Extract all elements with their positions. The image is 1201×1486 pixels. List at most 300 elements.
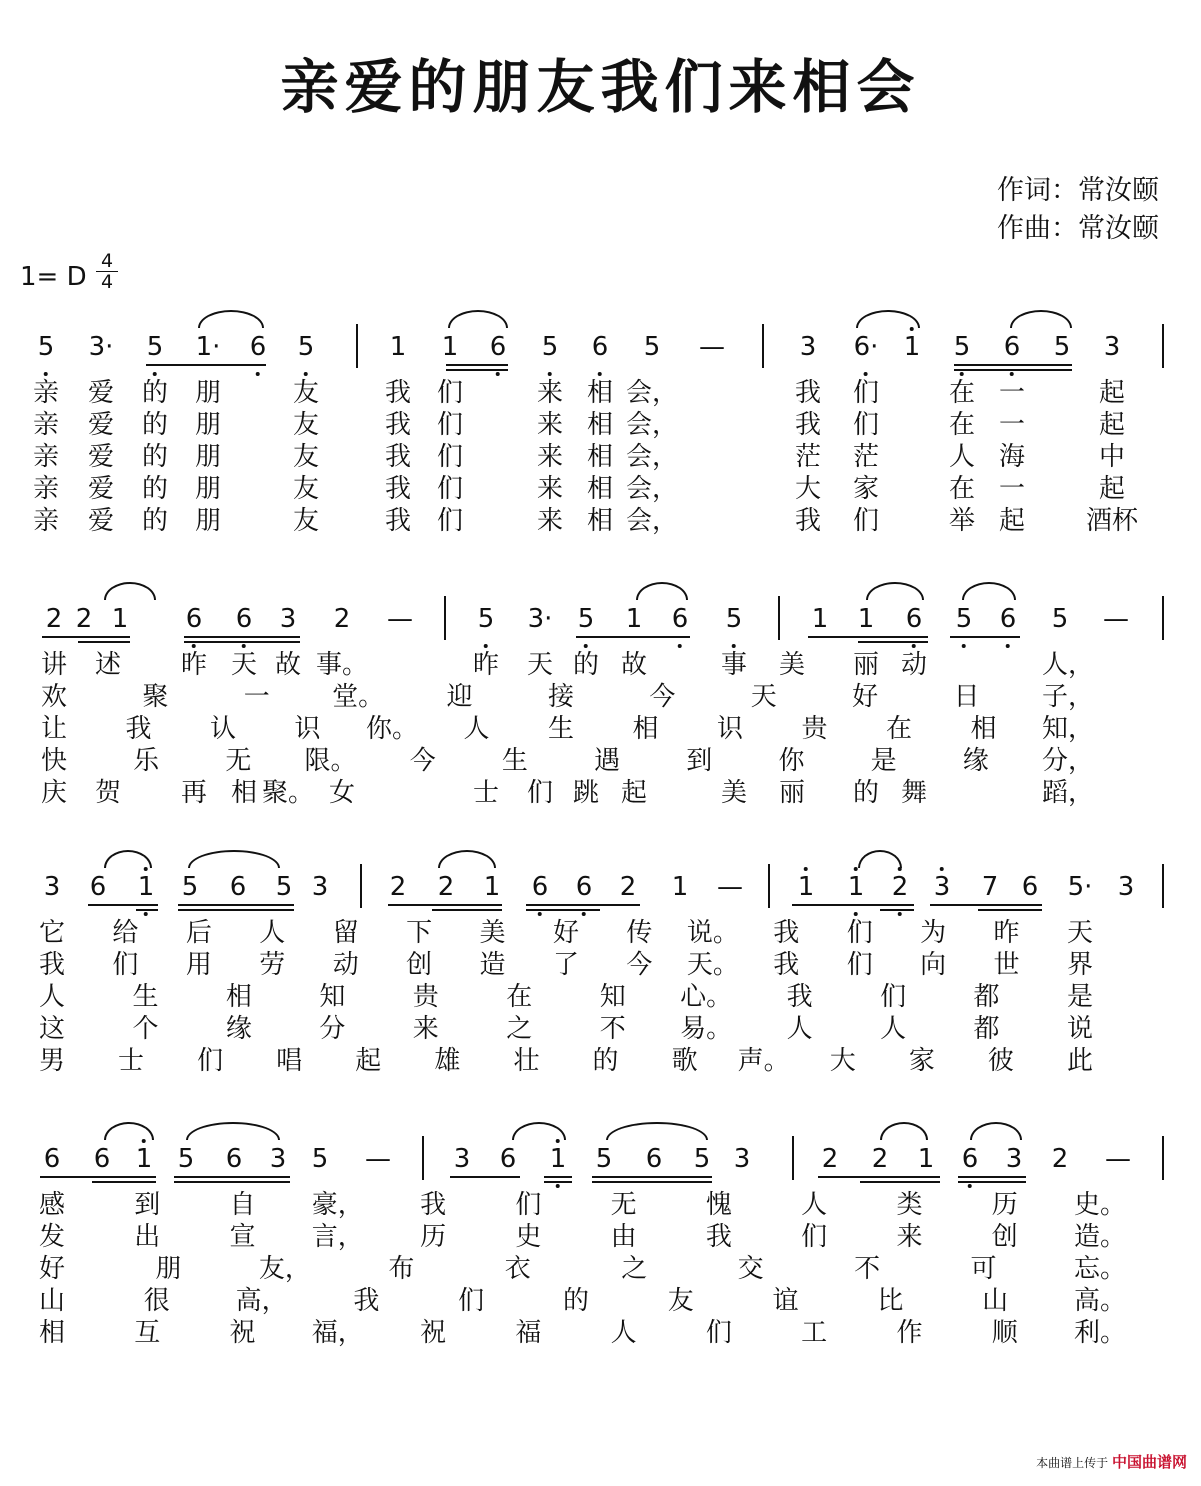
- lyric-syllable: 贺: [94, 778, 122, 808]
- lyric-syllable: 们: [852, 506, 880, 536]
- lyric-syllable: 不: [599, 1014, 626, 1044]
- lyric-syllable: 们: [436, 474, 464, 504]
- lyric-syllable: 今: [649, 682, 676, 712]
- beam-line: [954, 364, 1072, 366]
- lyric-syllable: 相: [586, 410, 614, 440]
- lyric-syllable: 朋: [194, 474, 222, 504]
- note: 5: [38, 332, 55, 362]
- slur: [448, 310, 508, 328]
- lyric-syllable: 的: [141, 410, 169, 440]
- lyric-syllable: 我: [794, 410, 822, 440]
- note: 5: [643, 332, 661, 362]
- lyric-syllable: 友: [292, 378, 320, 408]
- note: 5·: [1067, 872, 1093, 902]
- lyric-syllable: 天: [230, 650, 258, 680]
- bar-line: [762, 324, 764, 368]
- note: 6: [225, 1144, 243, 1174]
- lyric-syllable: 跳: [572, 778, 600, 808]
- lyric-syllable: 人: [463, 714, 490, 744]
- beam-line: [184, 636, 300, 638]
- lyric-syllable: 工: [801, 1318, 828, 1348]
- lyric-syllable: 今: [626, 950, 653, 980]
- octave-down-dot: [962, 644, 966, 648]
- beam-line: [592, 1176, 712, 1178]
- octave-down-dot: [582, 912, 586, 916]
- note: 1: [798, 872, 815, 902]
- note: 3·: [527, 604, 553, 634]
- note: 2: [389, 872, 407, 902]
- note: 5: [275, 872, 293, 902]
- note: 2: [619, 872, 637, 902]
- lyric-syllable: 相: [970, 714, 997, 744]
- lyric-syllable: 利。: [1073, 1318, 1127, 1348]
- lyric-verse-5: [0, 506, 1201, 538]
- beam-line-double: [446, 369, 508, 371]
- lyric-syllable: 举: [948, 506, 976, 536]
- lyric-syllable: 生: [132, 982, 159, 1012]
- lyric-syllable: 昨: [180, 650, 208, 680]
- lyric-syllable: 来: [536, 410, 564, 440]
- slur: [880, 1122, 928, 1140]
- lyric-syllable: 会，: [625, 410, 679, 440]
- note: 6: [490, 332, 507, 362]
- octave-up-dot: [940, 867, 944, 871]
- lyric-syllable: 们: [436, 442, 464, 472]
- lyric-syllable: 朋: [155, 1254, 182, 1284]
- note: 3·: [88, 332, 114, 362]
- lyric-syllable: 蹈，: [1041, 778, 1095, 808]
- lyric-syllable: 唱: [276, 1046, 303, 1076]
- lyric-syllable: 都: [973, 1014, 1000, 1044]
- lyric-syllable: 它: [38, 918, 66, 948]
- note: 5: [1051, 604, 1069, 634]
- slur: [866, 582, 924, 600]
- lyric-syllable: 相: [586, 474, 614, 504]
- note: 6: [186, 604, 203, 634]
- beam-line-double: [880, 909, 914, 911]
- lyric-syllable: 忘。: [1073, 1254, 1127, 1284]
- lyric-syllable: 朋: [194, 442, 222, 472]
- lyric-syllable: 言，: [311, 1222, 364, 1252]
- lyric-syllable: 一: [998, 378, 1026, 408]
- lyric-syllable: 我: [353, 1286, 380, 1316]
- staff-system: [0, 1130, 1201, 1350]
- lyric-syllable: 会，: [625, 378, 679, 408]
- lyric-syllable: 聚。: [261, 778, 315, 808]
- lyric-syllable: 起: [1098, 410, 1126, 440]
- lyric-syllable: 好: [852, 682, 879, 712]
- lyric-syllable: 们: [515, 1190, 542, 1220]
- beam-line-double: [136, 909, 158, 911]
- lyric-syllable: 到: [686, 746, 713, 776]
- lyric-syllable: 是: [1066, 982, 1094, 1012]
- lyric-syllable: 美: [720, 778, 748, 808]
- octave-down-dot: [144, 912, 148, 916]
- lyric-syllable: 福，: [311, 1318, 364, 1348]
- lyric-syllable: 亲: [32, 506, 60, 536]
- lyric-syllable: 再: [180, 778, 208, 808]
- note: 7: [981, 872, 999, 902]
- note: 1: [138, 872, 155, 902]
- note: 3: [1117, 872, 1135, 902]
- note: 1: [904, 332, 921, 362]
- lyric-syllable: 知，: [1041, 714, 1095, 744]
- lyric-syllable: 认: [209, 714, 237, 744]
- lyric-syllable: 亲: [32, 474, 60, 504]
- note: 5: [181, 872, 199, 902]
- lyric-syllable: 们: [436, 410, 464, 440]
- lyric-syllable: 朋: [194, 410, 222, 440]
- lyric-syllable: 之: [621, 1254, 648, 1284]
- lyric-syllable: 来: [896, 1222, 923, 1252]
- lyric-syllable: 海: [998, 442, 1026, 472]
- beam-line-double: [184, 641, 300, 643]
- lyric-syllable: 生: [547, 714, 575, 744]
- time-signature: [96, 252, 118, 291]
- note: 1: [550, 1144, 567, 1174]
- lyric-syllable: 后: [185, 918, 212, 948]
- lyric-syllable: 会，: [625, 442, 679, 472]
- lyric-syllable: 之: [506, 1014, 533, 1044]
- lyric-syllable: 爱: [87, 474, 115, 504]
- lyric-syllable: 的: [141, 474, 169, 504]
- octave-down-dot: [556, 1184, 560, 1188]
- lyric-syllable: 故: [274, 650, 302, 680]
- lyric-syllable: 欢: [40, 682, 68, 712]
- lyric-syllable: 这: [38, 1014, 66, 1044]
- note: 1: [917, 1144, 935, 1174]
- lyric-syllable: 遇: [594, 746, 621, 776]
- lyric-syllable: 山: [38, 1286, 66, 1316]
- bar-line: [1162, 324, 1164, 368]
- lyric-syllable: 茫: [794, 442, 822, 472]
- lyric-syllable: 述: [94, 650, 122, 680]
- note: 2: [45, 604, 63, 634]
- lyric-syllable: 比: [877, 1286, 904, 1316]
- lyric-verse-1: [0, 1190, 1201, 1222]
- lyric-syllable: 下: [406, 918, 433, 948]
- lyric-syllable: 声。: [737, 1046, 790, 1076]
- beam-line-double: [860, 1181, 940, 1183]
- notation-row: [0, 1130, 1201, 1190]
- note: 2: [437, 872, 455, 902]
- lyric-syllable: 我: [794, 378, 822, 408]
- lyric-syllable: 歌: [671, 1046, 698, 1076]
- lyric-syllable: 乐: [133, 746, 160, 776]
- lyric-syllable: 了: [552, 950, 580, 980]
- beam-line: [576, 636, 690, 638]
- key-label: 1= D: [20, 262, 87, 292]
- beam-line: [930, 904, 1042, 906]
- lyric-syllable: 爱: [87, 506, 115, 536]
- lyric-syllable: 缘: [225, 1014, 252, 1044]
- lyric-syllable: 昨: [472, 650, 500, 680]
- beam-line-double: [92, 1181, 156, 1183]
- note: 6: [1004, 332, 1021, 362]
- note: 6: [532, 872, 549, 902]
- lyric-syllable: 相: [225, 982, 252, 1012]
- beam-line: [450, 1176, 520, 1178]
- note: 5: [578, 604, 595, 634]
- note: 5: [956, 604, 973, 634]
- composer: 作曲：常汝颐: [997, 213, 1159, 244]
- lyric-syllable: 用: [185, 950, 212, 980]
- lyric-syllable: 天: [526, 650, 554, 680]
- lyric-syllable: 个: [132, 1014, 159, 1044]
- beam-line: [174, 1176, 290, 1178]
- lyric-syllable: 祝: [229, 1318, 256, 1348]
- lyric-syllable: 天。: [686, 950, 739, 980]
- lyric-syllable: 天: [750, 682, 777, 712]
- beam-line: [88, 904, 158, 906]
- lyric-syllable: 在: [948, 474, 976, 504]
- note: 3: [1103, 332, 1121, 362]
- lyric-syllable: 贵: [801, 714, 828, 744]
- lyric-syllable: 友: [292, 442, 320, 472]
- slur: [188, 850, 280, 868]
- lyric-syllable: 人: [948, 442, 976, 472]
- lyric-syllable: 亲: [32, 378, 60, 408]
- lyric-syllable: 会，: [625, 474, 679, 504]
- lyric-syllable: 们: [880, 982, 907, 1012]
- lyric-syllable: 无: [610, 1190, 637, 1220]
- credits: [997, 172, 1159, 248]
- lyric-syllable: 自: [229, 1190, 256, 1220]
- beam-line: [792, 904, 914, 906]
- lyric-syllable: 世: [993, 950, 1020, 980]
- lyric-syllable: 史。: [1073, 1190, 1127, 1220]
- lyric-syllable: 高。: [1073, 1286, 1127, 1316]
- staff-system: [0, 858, 1201, 1078]
- lyric-syllable: 识: [294, 714, 321, 744]
- lyric-syllable: 在: [948, 378, 976, 408]
- lyric-syllable: 你: [778, 746, 805, 776]
- lyric-syllable: 好: [38, 1254, 66, 1284]
- sustain-dash: —: [387, 604, 413, 634]
- lyric-syllable: 福: [515, 1318, 542, 1348]
- note: 6: [672, 604, 689, 634]
- octave-down-dot: [548, 372, 552, 376]
- lyric-syllable: 在: [506, 982, 533, 1012]
- lyric-syllable: 友: [292, 474, 320, 504]
- lyric-syllable: 家: [852, 474, 880, 504]
- lyric-syllable: 雄: [434, 1046, 461, 1076]
- lyric-syllable: 快: [40, 746, 68, 776]
- lyric-syllable: 起: [1098, 378, 1126, 408]
- lyric-syllable: 创: [406, 950, 433, 980]
- lyric-syllable: 爱: [87, 442, 115, 472]
- note: 5: [147, 332, 164, 362]
- lyric-verse-3: [0, 982, 1201, 1014]
- octave-down-dot: [732, 644, 736, 648]
- slur: [186, 1122, 280, 1140]
- lyric-syllable: 的: [562, 1286, 590, 1316]
- bar-line: [768, 864, 770, 908]
- lyric-syllable: 士: [118, 1046, 145, 1076]
- lyric-syllable: 家: [908, 1046, 935, 1076]
- beam-line-double: [432, 909, 502, 911]
- lyric-syllable: 相: [586, 378, 614, 408]
- note: 1: [811, 604, 829, 634]
- note: 6: [250, 332, 267, 362]
- sustain-dash: —: [699, 332, 725, 362]
- lyric-syllable: 我: [794, 506, 822, 536]
- lyric-syllable: 的: [852, 778, 880, 808]
- lyric-syllable: 我: [384, 378, 412, 408]
- lyric-verse-2: [0, 950, 1201, 982]
- lyric-syllable: 类: [896, 1190, 923, 1220]
- beam-line-double: [858, 641, 928, 643]
- lyric-syllable: 的: [141, 378, 169, 408]
- note: 2: [1051, 1144, 1069, 1174]
- lyric-verse-5: [0, 1318, 1201, 1350]
- lyric-syllable: 起: [355, 1046, 382, 1076]
- lyric-syllable: 我: [420, 1190, 447, 1220]
- octave-down-dot: [912, 644, 916, 648]
- lyric-syllable: 造。: [1073, 1222, 1127, 1252]
- bar-line: [1162, 864, 1164, 908]
- lyric-syllable: 我: [773, 918, 800, 948]
- beam-line-double: [526, 909, 600, 911]
- octave-down-dot: [1006, 644, 1010, 648]
- footer: [1036, 1451, 1187, 1472]
- note: 6: [93, 1144, 111, 1174]
- note: 2: [821, 1144, 839, 1174]
- octave-down-dot: [44, 372, 48, 376]
- notation-row: [0, 318, 1201, 378]
- lyric-syllable: 为: [920, 918, 947, 948]
- lyric-syllable: 事。: [315, 650, 369, 680]
- note: 6: [576, 872, 593, 902]
- lyric-syllable: 接: [547, 682, 575, 712]
- note: 3: [279, 604, 297, 634]
- beam-line: [958, 1176, 1026, 1178]
- lyric-syllable: 我: [125, 714, 152, 744]
- lyric-syllable: 故: [620, 650, 648, 680]
- lyric-syllable: 高，: [235, 1286, 288, 1316]
- lyric-syllable: 留: [332, 918, 359, 948]
- lyric-syllable: 起: [998, 506, 1026, 536]
- lyric-syllable: 朋: [194, 506, 222, 536]
- lyric-verse-3: [0, 1254, 1201, 1286]
- lyric-syllable: 美: [479, 918, 506, 948]
- lyric-syllable: 女: [328, 778, 356, 808]
- lyric-syllable: 们: [436, 506, 464, 536]
- note: 6: [229, 872, 247, 902]
- lyric-verse-3: [0, 442, 1201, 474]
- lyric-syllable: 今: [409, 746, 436, 776]
- lyric-syllable: 起: [620, 778, 648, 808]
- note: 1: [848, 872, 865, 902]
- lyric-syllable: 们: [801, 1222, 828, 1252]
- lyric-syllable: 易。: [680, 1014, 733, 1044]
- site-logo: 中国曲谱网: [1111, 1453, 1187, 1471]
- sustain-dash: —: [1105, 1144, 1131, 1174]
- note: 3: [453, 1144, 471, 1174]
- note: 1·: [195, 332, 221, 362]
- note: 3: [934, 872, 951, 902]
- lyric-syllable: 衣: [504, 1254, 531, 1284]
- lyric-syllable: 生: [501, 746, 528, 776]
- lyric-verse-2: [0, 410, 1201, 442]
- lyric-syllable: 们: [112, 950, 139, 980]
- lyric-syllable: 朋: [194, 378, 222, 408]
- note: 2: [333, 604, 351, 634]
- note: 1: [857, 604, 875, 634]
- key-signature: [20, 250, 114, 293]
- beam-line-double: [978, 909, 1042, 911]
- lyric-syllable: 史: [515, 1222, 542, 1252]
- lyric-syllable: 的: [141, 506, 169, 536]
- octave-down-dot: [192, 644, 196, 648]
- lyric-syllable: 一: [998, 474, 1026, 504]
- slur: [636, 582, 688, 600]
- note: 1: [671, 872, 689, 902]
- lyric-syllable: 相: [230, 778, 258, 808]
- note: 5: [693, 1144, 711, 1174]
- lyric-syllable: 我: [38, 950, 66, 980]
- lyric-syllable: 茫: [852, 442, 880, 472]
- beam-line-double: [954, 369, 1072, 371]
- note: 6·: [854, 332, 879, 362]
- lyric-syllable: 爱: [87, 378, 115, 408]
- lyric-syllable: 一: [243, 682, 270, 712]
- bar-line: [360, 864, 362, 908]
- note: 6: [962, 1144, 979, 1174]
- bar-line: [356, 324, 358, 368]
- lyric-syllable: 无: [225, 746, 252, 776]
- note: 6: [236, 604, 253, 634]
- lyric-syllable: 分: [319, 1014, 346, 1044]
- lyric-syllable: 人: [801, 1190, 828, 1220]
- lyric-syllable: 知: [599, 982, 626, 1012]
- lyric-syllable: 作: [896, 1318, 923, 1348]
- lyric-syllable: 知: [319, 982, 346, 1012]
- note: 5: [595, 1144, 613, 1174]
- beam-line-double: [544, 1181, 572, 1183]
- lyric-syllable: 都: [973, 982, 1000, 1012]
- bar-line: [1162, 596, 1164, 640]
- beam-line-double: [592, 1181, 712, 1183]
- lyric-verse-2: [0, 682, 1201, 714]
- lyric-syllable: 造: [479, 950, 506, 980]
- lyric-syllable: 来: [536, 474, 564, 504]
- beam-line: [146, 364, 266, 366]
- note: 6: [89, 872, 107, 902]
- lyric-syllable: 宣: [229, 1222, 256, 1252]
- note: 5: [177, 1144, 195, 1174]
- slur: [198, 310, 264, 328]
- lyric-syllable: 人: [610, 1318, 637, 1348]
- lyric-syllable: 们: [458, 1286, 485, 1316]
- note: 6: [906, 604, 923, 634]
- lyric-syllable: 们: [852, 378, 880, 408]
- beam-line-double: [78, 641, 130, 643]
- note: 6: [592, 332, 609, 362]
- note: 1: [136, 1144, 153, 1174]
- lyric-syllable: 们: [197, 1046, 224, 1076]
- note: 5: [1053, 332, 1071, 362]
- octave-down-dot: [968, 1184, 972, 1188]
- octave-down-dot: [484, 644, 488, 648]
- octave-down-dot: [598, 372, 602, 376]
- slur: [856, 310, 920, 328]
- lyric-syllable: 说。: [686, 918, 739, 948]
- octave-down-dot: [496, 372, 500, 376]
- note: 5: [954, 332, 971, 362]
- lyric-syllable: 迎: [446, 682, 473, 712]
- lyric-syllable: 历: [420, 1222, 447, 1252]
